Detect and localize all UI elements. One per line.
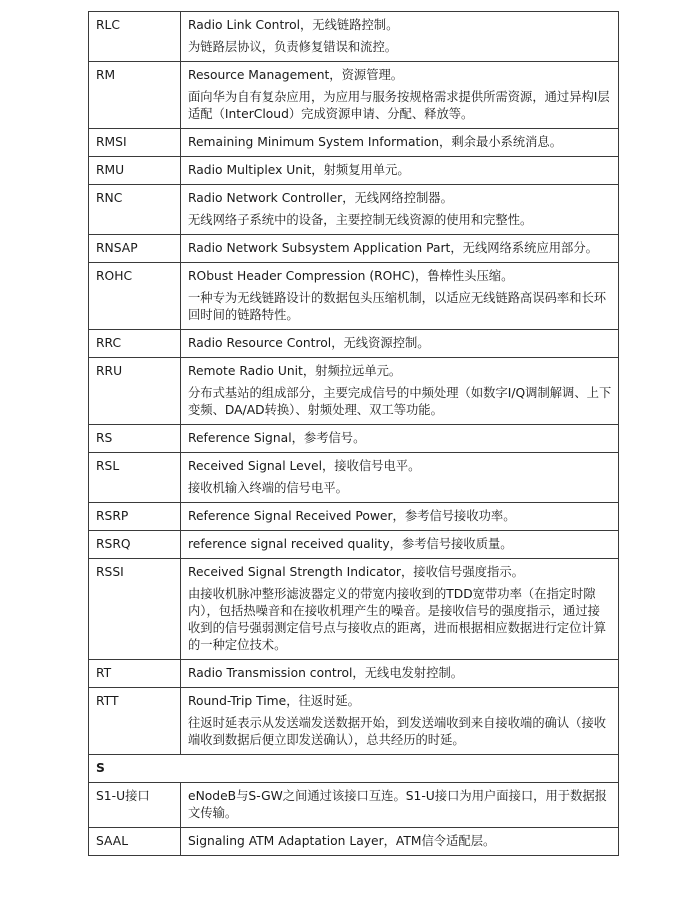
definition-expansion: eNodeB与S-GW之间通过该接口互连。S1-U接口为用户面接口，用于数据报文传输。 — [188, 789, 607, 820]
definition-expansion: RObust Header Compression (ROHC)，鲁棒性头压缩。 — [188, 269, 514, 283]
term-cell: SAAL — [89, 828, 181, 856]
definition-expansion: Radio Link Control，无线链路控制。 — [188, 18, 399, 32]
definition-expansion: Radio Resource Control，无线资源控制。 — [188, 336, 430, 350]
definition-expansion: Received Signal Level，接收信号电平。 — [188, 459, 421, 473]
definition-cell — [181, 783, 619, 828]
term-cell: RSL — [89, 453, 181, 503]
definition-cell — [181, 425, 619, 453]
definition-description: 为链路层协议，负责修复错误和流控。 — [188, 40, 398, 54]
glossary-row — [89, 783, 619, 828]
glossary-row — [89, 559, 619, 660]
section-label: S — [89, 755, 619, 783]
definition-expansion: Reference Signal，参考信号。 — [188, 431, 366, 445]
term-cell: RNC — [89, 185, 181, 235]
definition-description: 分布式基站的组成部分，主要完成信号的中频处理（如数字I/Q调制解调、上下变频、DA/AD转换）、射频处理、双工等功能。 — [188, 386, 612, 417]
definition-expansion: Radio Network Controller，无线网络控制器。 — [188, 191, 453, 205]
term-cell: RSRP — [89, 503, 181, 531]
definition-expansion: Radio Network Subsystem Application Part，无线网络系统应用部分。 — [188, 241, 598, 255]
definition-cell — [181, 358, 619, 425]
definition-cell — [181, 453, 619, 503]
glossary-row — [89, 62, 619, 129]
term-cell: RMU — [89, 157, 181, 185]
definition-cell — [181, 12, 619, 62]
definition-description: 往返时延表示从发送端发送数据开始，到发送端收到来自接收端的确认（接收端收到数据后便立即发送确认），总共经历的时延。 — [188, 716, 607, 747]
definition-expansion: Received Signal Strength Indicator，接收信号强度指示。 — [188, 565, 524, 579]
definition-cell — [181, 531, 619, 559]
term-cell: RS — [89, 425, 181, 453]
definition-cell — [181, 828, 619, 856]
definition-cell — [181, 235, 619, 263]
term-cell: RNSAP — [89, 235, 181, 263]
glossary-table — [88, 11, 619, 856]
glossary-row — [89, 12, 619, 62]
glossary-row — [89, 453, 619, 503]
definition-cell — [181, 688, 619, 755]
definition-expansion: Reference Signal Received Power，参考信号接收功率。 — [188, 509, 516, 523]
definition-description: 面向华为自有复杂应用，为应用与服务按规格需求提供所需资源，通过异构I层适配（InterCloud）完成资源申请、分配、释放等。 — [188, 90, 610, 121]
definition-cell — [181, 129, 619, 157]
term-cell: RLC — [89, 12, 181, 62]
definition-cell — [181, 330, 619, 358]
glossary-body — [89, 12, 619, 856]
definition-description: 由接收机脉冲整形滤波器定义的带宽内接收到的TDD宽带功率（在指定时隙内），包括热噪音和在接收机理产生的噪音。是接收信号的强度指示，通过接收到的信号强弱测定信号点与接收点的距离，进而根据相应数据进行定位计算的一种定位技术。 — [188, 587, 607, 652]
definition-expansion: reference signal received quality，参考信号接收质量。 — [188, 537, 513, 551]
term-cell: RMSI — [89, 129, 181, 157]
definition-cell — [181, 185, 619, 235]
term-cell: RM — [89, 62, 181, 129]
term-cell: RRC — [89, 330, 181, 358]
term-cell: RRU — [89, 358, 181, 425]
term-cell: RSSI — [89, 559, 181, 660]
definition-expansion: Remote Radio Unit，射频拉远单元。 — [188, 364, 402, 378]
definition-cell — [181, 157, 619, 185]
glossary-row — [89, 358, 619, 425]
definition-expansion: Remaining Minimum System Information，剩余最小系统消息。 — [188, 135, 563, 149]
definition-description: 一种专为无线链路设计的数据包头压缩机制，以适应无线链路高误码率和长环回时间的链路特性。 — [188, 291, 607, 322]
glossary-row — [89, 185, 619, 235]
glossary-row — [89, 503, 619, 531]
glossary-row — [89, 660, 619, 688]
glossary-row — [89, 425, 619, 453]
glossary-row — [89, 235, 619, 263]
definition-cell — [181, 559, 619, 660]
glossary-row — [89, 330, 619, 358]
definition-description: 无线网络子系统中的设备，主要控制无线资源的使用和完整性。 — [188, 213, 533, 227]
section-header-row — [89, 755, 619, 783]
definition-cell — [181, 503, 619, 531]
definition-cell — [181, 263, 619, 330]
glossary-row — [89, 157, 619, 185]
glossary-row — [89, 129, 619, 157]
term-cell: ROHC — [89, 263, 181, 330]
definition-expansion: Round-Trip Time，往返时延。 — [188, 694, 360, 708]
glossary-row — [89, 688, 619, 755]
term-cell: S1-U接口 — [89, 783, 181, 828]
glossary-row — [89, 531, 619, 559]
definition-cell — [181, 62, 619, 129]
definition-expansion: Signaling ATM Adaptation Layer，ATM信令适配层。 — [188, 834, 496, 848]
definition-expansion: Radio Transmission control，无线电发射控制。 — [188, 666, 464, 680]
definition-cell — [181, 660, 619, 688]
definition-expansion: Radio Multiplex Unit，射频复用单元。 — [188, 163, 410, 177]
glossary-row — [89, 263, 619, 330]
definition-expansion: Resource Management，资源管理。 — [188, 68, 404, 82]
term-cell: RTT — [89, 688, 181, 755]
glossary-row — [89, 828, 619, 856]
term-cell: RT — [89, 660, 181, 688]
definition-description: 接收机输入终端的信号电平。 — [188, 481, 348, 495]
term-cell: RSRQ — [89, 531, 181, 559]
